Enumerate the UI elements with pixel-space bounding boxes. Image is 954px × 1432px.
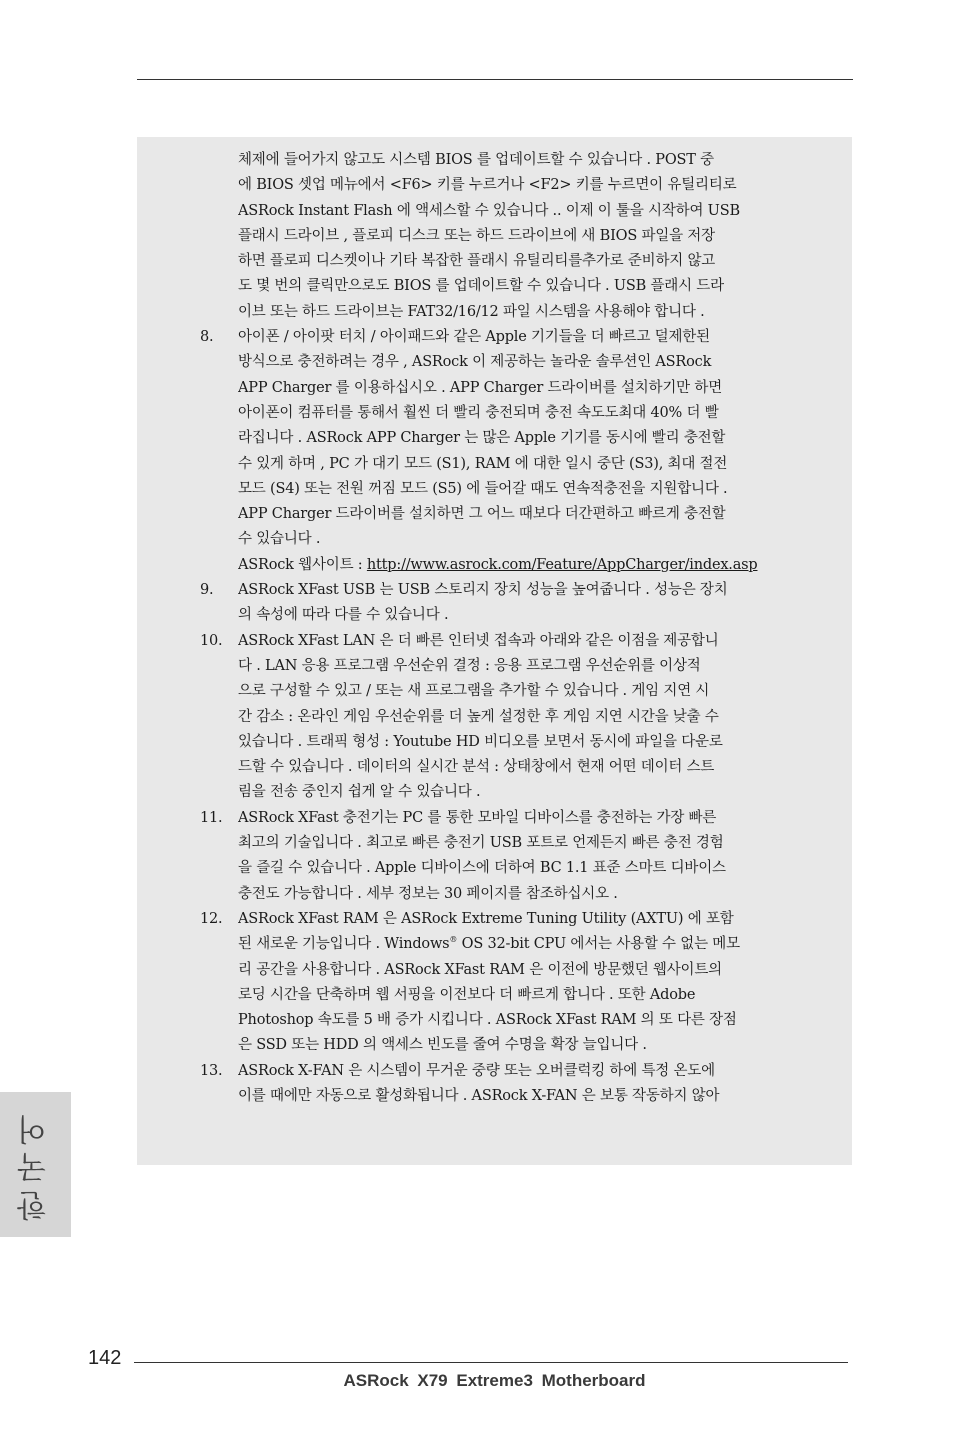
body-text bbox=[200, 148, 820, 1109]
text-line: 아이폰이 컴퓨터를 통해서 훨씬 더 빨리 충전되며 충전 속도도최대 40% 더 빨 bbox=[238, 404, 719, 421]
text-line: 하면 플로피 디스켓이나 기타 복잡한 플래시 유틸리티를추가로 준비하지 않고 bbox=[238, 253, 716, 270]
text-line: 간 감소 : 온라인 게임 우선순위를 더 높게 설정한 후 게임 지연 시간을 낮출 수 bbox=[238, 708, 719, 725]
text-segment: OS 32-bit CPU 에서는 사용할 수 없는 메모 bbox=[457, 936, 740, 953]
text-segment: 된 새로운 기능입니다 . Windows bbox=[238, 936, 450, 953]
language-tab-label: 한국어 bbox=[17, 1107, 53, 1222]
text-line: 모드 (S4) 또는 전원 꺼짐 모드 (S5) 에 들어갈 때도 연속적충전을 지원합니다 . bbox=[238, 480, 728, 497]
list-item-12 bbox=[200, 907, 820, 1059]
text-line: 플래시 드라이브 , 플로피 디스크 또는 하드 드라이브에 새 BIOS 파일을 저장 bbox=[238, 227, 715, 244]
text-line: 드할 수 있습니다 . 데이터의 실시간 분석 : 상태창에서 현재 어떤 데이터 스트 bbox=[238, 759, 715, 776]
item-number: 13. bbox=[200, 1062, 223, 1079]
list-item-10 bbox=[200, 629, 820, 806]
registered-mark: ® bbox=[449, 935, 458, 945]
text-line: 에 BIOS 셋업 메뉴에서 <F6> 키를 누르거나 <F2> 키를 누르면이 유틸리티로 bbox=[238, 177, 737, 194]
item-7-continuation bbox=[200, 148, 820, 325]
list-item-13 bbox=[200, 1059, 820, 1110]
text-line: 의 속성에 따라 다를 수 있습니다 . bbox=[238, 607, 449, 624]
website-line bbox=[238, 553, 820, 578]
text-line: 충전도 가능합니다 . 세부 정보는 30 페이지를 참조하십시오 . bbox=[238, 885, 618, 902]
text-line: ASRock XFast RAM 은 ASRock Extreme Tuning Utility (AXTU) 에 포함 bbox=[238, 910, 734, 927]
text-line: 체제에 들어가지 않고도 시스템 BIOS 를 업데이트할 수 있습니다 . POST 중 bbox=[238, 152, 714, 168]
language-side-tab bbox=[0, 1092, 71, 1237]
text-line: 을 즐길 수 있습니다 . Apple 디바이스에 더하여 BC 1.1 표준 스마트 디바이스 bbox=[238, 860, 726, 877]
app-charger-link[interactable]: http://www.asrock.com/Feature/AppCharger/index.asp bbox=[366, 556, 758, 573]
text-line: 으로 구성할 수 있고 / 또는 새 프로그램을 추가할 수 있습니다 . 게임 지연 시 bbox=[238, 683, 710, 700]
text-line: Photoshop 속도를 5 배 증가 시킵니다 . ASRock XFast RAM 의 또 다른 장점 bbox=[238, 1012, 737, 1029]
text-line: 로딩 시간을 단축하며 웹 서핑을 이전보다 더 빠르게 합니다 . 또한 Adobe bbox=[238, 986, 696, 1003]
text-line: 수 있게 하며 , PC 가 대기 모드 (S1), RAM 에 대한 일시 중단 (S3), 최대 절전 bbox=[238, 455, 728, 472]
text-line: ASRock Instant Flash 에 액세스할 수 있습니다 .. 이제 이 툴을 시작하여 USB bbox=[238, 202, 740, 219]
text-line: ASRock XFast USB 는 USB 스토리지 장치 성능을 높여줍니다 . 성능은 장치 bbox=[238, 582, 728, 599]
text-line: 아이폰 / 아이팟 터치 / 아이패드와 같은 Apple 기기들을 더 빠르고 덜제한된 bbox=[238, 329, 710, 346]
text-line: ASRock X-FAN 은 시스템이 무거운 중량 또는 오버클럭킹 하에 특정 온도에 bbox=[238, 1062, 715, 1079]
item-number: 9. bbox=[200, 582, 214, 599]
footer-rule bbox=[134, 1362, 848, 1363]
header-rule bbox=[137, 79, 853, 80]
list-item-8 bbox=[200, 325, 820, 578]
text-line: 리 공간을 사용합니다 . ASRock XFast RAM 은 이전에 방문했던 웹사이트의 bbox=[238, 961, 722, 978]
text-line: APP Charger 드라이버를 설치하면 그 어느 때보다 더간편하고 빠르게 충전할 bbox=[238, 506, 726, 523]
footer-title: ASRock X79 Extreme3 Motherboard bbox=[343, 1371, 646, 1390]
website-label: ASRock 웹사이트 : bbox=[238, 556, 367, 573]
item-number: 12. bbox=[200, 910, 223, 927]
text-line: APP Charger 를 이용하십시오 . APP Charger 드라이버를 설치하기만 하면 bbox=[238, 379, 722, 396]
text-line: 이를 때에만 자동으로 활성화됩니다 . ASRock X-FAN 은 보통 작동하지 않아 bbox=[238, 1087, 720, 1104]
item-number: 8. bbox=[200, 329, 214, 346]
text-line: 있습니다 . 트래픽 형성 : Youtube HD 비디오를 보면서 동시에 파일을 다운로 bbox=[238, 733, 723, 750]
text-line: 도 몇 번의 클릭만으로도 BIOS 를 업데이트할 수 있습니다 . USB 플래시 드라 bbox=[238, 278, 724, 295]
text-line: 수 있습니다 . bbox=[238, 531, 321, 548]
text-line: 이브 또는 하드 드라이브는 FAT32/16/12 파일 시스템을 사용해야 합니다 . bbox=[238, 303, 705, 320]
text-line: 은 SSD 또는 HDD 의 액세스 빈도를 줄여 수명을 확장 늘입니다 . bbox=[238, 1037, 647, 1054]
text-line: 다 . LAN 응용 프로그램 우선순위 결정 : 응용 프로그램 우선순위를 이상적 bbox=[238, 657, 701, 674]
text-line: 림을 전송 중인지 쉽게 알 수 있습니다 . bbox=[238, 784, 481, 801]
list-item-9 bbox=[200, 578, 820, 629]
item-number: 10. bbox=[200, 632, 223, 649]
text-line: 방식으로 충전하려는 경우 , ASRock 이 제공하는 놀라운 솔루션인 ASRock bbox=[238, 354, 712, 371]
page-number: 142 bbox=[88, 1347, 122, 1369]
list-item-11 bbox=[200, 806, 820, 907]
text-line bbox=[238, 932, 820, 957]
item-number: 11. bbox=[200, 809, 223, 826]
text-line: 라집니다 . ASRock APP Charger 는 많은 Apple 기기를 동시에 빨리 충전할 bbox=[238, 430, 726, 447]
text-line: 최고의 기술입니다 . 최고로 빠른 충전기 USB 포트로 언제든지 빠른 충전 경험 bbox=[238, 835, 724, 852]
text-line: ASRock XFast 충전기는 PC 를 통한 모바일 디바이스를 충전하는 가장 빠른 bbox=[238, 809, 717, 826]
text-line: ASRock XFast LAN 은 더 빠른 인터넷 접속과 아래와 같은 이점을 제공합니 bbox=[238, 632, 719, 649]
